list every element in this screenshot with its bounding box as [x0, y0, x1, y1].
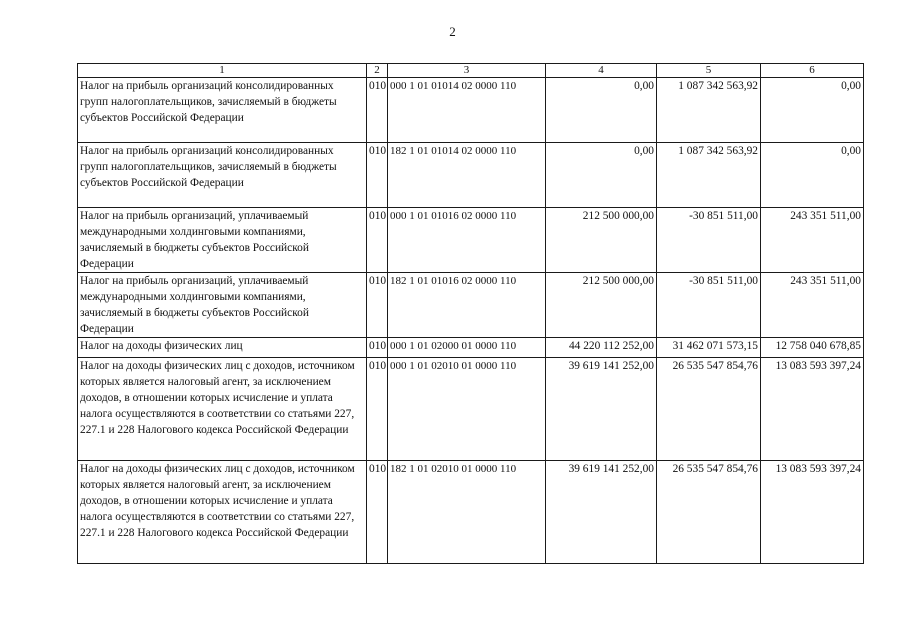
line-code: 010 [367, 208, 388, 273]
table-row [78, 338, 864, 358]
value-col6: 243 351 511,00 [761, 273, 864, 338]
income-name: Налог на прибыль организаций консолидированных групп налогоплательщиков, зачисляемый в бюджеты субъектов Российской Федерации [78, 143, 367, 208]
line-code: 010 [367, 78, 388, 143]
budget-classification-code: 182 1 01 02010 01 0000 110 [388, 461, 546, 564]
value-col4: 0,00 [546, 143, 657, 208]
income-name: Налог на доходы физических лиц с доходов, источником которых является налоговый агент, за исключением доходов, в отношении которых исчисление и уплата налога осуществляются в соответствии со статьями 227, 227.1 и 228 Налогового кодекса Российской Федерации [78, 358, 367, 461]
table-row [78, 461, 864, 564]
budget-classification-code: 000 1 01 02000 01 0000 110 [388, 338, 546, 358]
income-name: Налог на прибыль организаций, уплачиваемый международными холдинговыми компаниями, зачисляемый в бюджеты субъектов Российской Федерации [78, 273, 367, 338]
column-header-1: 1 [78, 64, 367, 78]
value-col6: 13 083 593 397,24 [761, 358, 864, 461]
budget-classification-code: 182 1 01 01014 02 0000 110 [388, 143, 546, 208]
income-name: Налог на доходы физических лиц [78, 338, 367, 358]
income-name: Налог на прибыль организаций консолидированных групп налогоплательщиков, зачисляемый в бюджеты субъектов Российской Федерации [78, 78, 367, 143]
column-header-4: 4 [546, 64, 657, 78]
budget-classification-code: 000 1 01 01016 02 0000 110 [388, 208, 546, 273]
table-row [78, 78, 864, 143]
line-code: 010 [367, 273, 388, 338]
value-col4: 39 619 141 252,00 [546, 358, 657, 461]
table-row [78, 358, 864, 461]
table-row [78, 208, 864, 273]
budget-classification-code: 000 1 01 01014 02 0000 110 [388, 78, 546, 143]
value-col5: 1 087 342 563,92 [657, 78, 761, 143]
value-col6: 0,00 [761, 143, 864, 208]
value-col6: 243 351 511,00 [761, 208, 864, 273]
budget-classification-code: 000 1 01 02010 01 0000 110 [388, 358, 546, 461]
value-col5: 31 462 071 573,15 [657, 338, 761, 358]
value-col4: 212 500 000,00 [546, 208, 657, 273]
value-col5: -30 851 511,00 [657, 273, 761, 338]
revenue-table [77, 63, 864, 564]
value-col6: 12 758 040 678,85 [761, 338, 864, 358]
value-col5: 26 535 547 854,76 [657, 358, 761, 461]
value-col5: 26 535 547 854,76 [657, 461, 761, 564]
value-col4: 0,00 [546, 78, 657, 143]
income-name: Налог на прибыль организаций, уплачиваемый международными холдинговыми компаниями, зачисляемый в бюджеты субъектов Российской Федерации [78, 208, 367, 273]
header-row [78, 64, 864, 78]
value-col5: 1 087 342 563,92 [657, 143, 761, 208]
budget-classification-code: 182 1 01 01016 02 0000 110 [388, 273, 546, 338]
income-name: Налог на доходы физических лиц с доходов, источником которых является налоговый агент, за исключением доходов, в отношении которых исчисление и уплата налога осуществляются в соответствии со статьями 227, 227.1 и 228 Налогового кодекса Российской Федерации [78, 461, 367, 564]
value-col4: 39 619 141 252,00 [546, 461, 657, 564]
table-row [78, 273, 864, 338]
line-code: 010 [367, 338, 388, 358]
table-row [78, 143, 864, 208]
column-header-3: 3 [388, 64, 546, 78]
value-col6: 13 083 593 397,24 [761, 461, 864, 564]
value-col5: -30 851 511,00 [657, 208, 761, 273]
line-code: 010 [367, 461, 388, 564]
line-code: 010 [367, 358, 388, 461]
line-code: 010 [367, 143, 388, 208]
column-header-2: 2 [367, 64, 388, 78]
value-col4: 212 500 000,00 [546, 273, 657, 338]
page-number: 2 [449, 24, 456, 39]
column-header-5: 5 [657, 64, 761, 78]
column-header-6: 6 [761, 64, 864, 78]
value-col6: 0,00 [761, 78, 864, 143]
value-col4: 44 220 112 252,00 [546, 338, 657, 358]
